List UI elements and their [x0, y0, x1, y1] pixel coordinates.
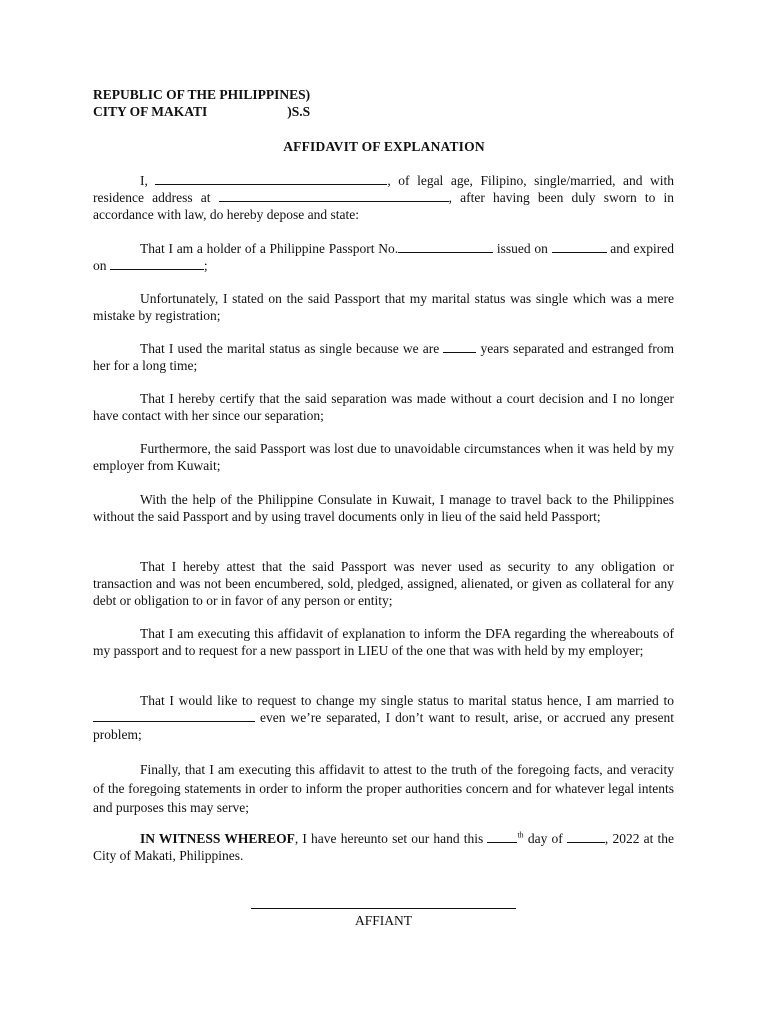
- p1-text-c: , after having been duly sworn to in accordance with law, do hereby depose and state:: [93, 190, 674, 222]
- paragraph-separation: [93, 340, 674, 374]
- paragraph-consulate: With the help of the Philippine Consulate in Kuwait, I manage to travel back to the Philippines without the said Passport and by using travel documents only in lieu of the said held Passport;: [93, 492, 674, 524]
- paragraph-witness: [93, 830, 674, 864]
- p1-text-a: I,: [140, 173, 156, 188]
- header-city-line: [93, 103, 310, 120]
- paragraph-attest: That I hereby attest that the said Passport was never used as security to any obligation or transaction and was not been encumbered, sold, pledged, assigned, alienated, or given as collateral for any debt or obligation to or in favor of any person or entity;: [93, 559, 674, 608]
- address-blank: [219, 189, 449, 202]
- p4-text-b: years separated and estranged from her for a long time;: [93, 341, 674, 373]
- years-blank: [443, 340, 476, 353]
- p10-text-a: That I would like to request to change my single status to marital status hence, I am married to: [140, 693, 674, 708]
- header-ss: )S.S: [287, 104, 311, 119]
- month-blank: [567, 830, 605, 843]
- day-blank: [487, 830, 517, 843]
- witness-whereof: IN WITNESS WHEREOF: [140, 831, 295, 846]
- paragraph-identity: [93, 172, 674, 223]
- issued-date-blank: [552, 240, 607, 253]
- p12-text-b: day of: [523, 831, 567, 846]
- p4-text-a: That I used the marital status as single because we are: [140, 341, 444, 356]
- ordinal-suffix: th: [517, 830, 524, 840]
- document-header: [93, 86, 310, 120]
- document-title: AFFIDAVIT OF EXPLANATION: [283, 139, 485, 154]
- paragraph-finally: Finally, that I am executing this affidavit to attest to the truth of the foregoing facts, and veracity of the foregoing statements in order to inform the proper authorities concern and for whatever legal intents and purposes this may serve;: [93, 762, 674, 815]
- passport-no-blank: [398, 240, 493, 253]
- signature-line: [251, 908, 516, 909]
- p2-text-a: That I am a holder of a Philippine Passport No.: [140, 241, 399, 256]
- paragraph-certify: That I hereby certify that the said separation was made without a court decision and I no longer have contact with her since our separation;: [93, 391, 674, 423]
- affiant-label: AFFIANT: [354, 913, 412, 928]
- p10-text-b: even we’re separated, I don’t want to result, arise, or accrued any present problem;: [93, 710, 674, 742]
- p2-text-c: and expired on: [93, 241, 674, 273]
- header-republic: REPUBLIC OF THE PHILIPPINES): [93, 87, 311, 102]
- paragraph-change-status: [93, 692, 674, 743]
- p12-text-c: , 2022 at the City of Makati, Philippines.: [93, 831, 674, 863]
- spouse-name-blank: [93, 709, 255, 722]
- paragraph-purpose: That I am executing this affidavit of explanation to inform the DFA regarding the whereabouts of my passport and to request for a new passport in LIEU of the one that was with held by my employer;: [93, 626, 674, 658]
- expiry-date-blank: [110, 257, 204, 270]
- p1-text-b: , of legal age, Filipino, single/married, and with residence address at: [93, 173, 674, 205]
- p2-text-d: ;: [203, 258, 208, 273]
- p12-text-a: , I have hereunto set our hand this: [294, 831, 488, 846]
- p2-text-b: issued on: [493, 241, 552, 256]
- paragraph-marital-status: Unfortunately, I stated on the said Passport that my marital status was single which was a mere mistake by registration;: [93, 291, 674, 323]
- paragraph-passport: [93, 240, 674, 274]
- paragraph-lost-passport: Furthermore, the said Passport was lost due to unavoidable circumstances when it was held by my employer from Kuwait;: [93, 441, 674, 473]
- header-city: CITY OF MAKATI: [93, 104, 208, 119]
- name-blank: [155, 172, 387, 185]
